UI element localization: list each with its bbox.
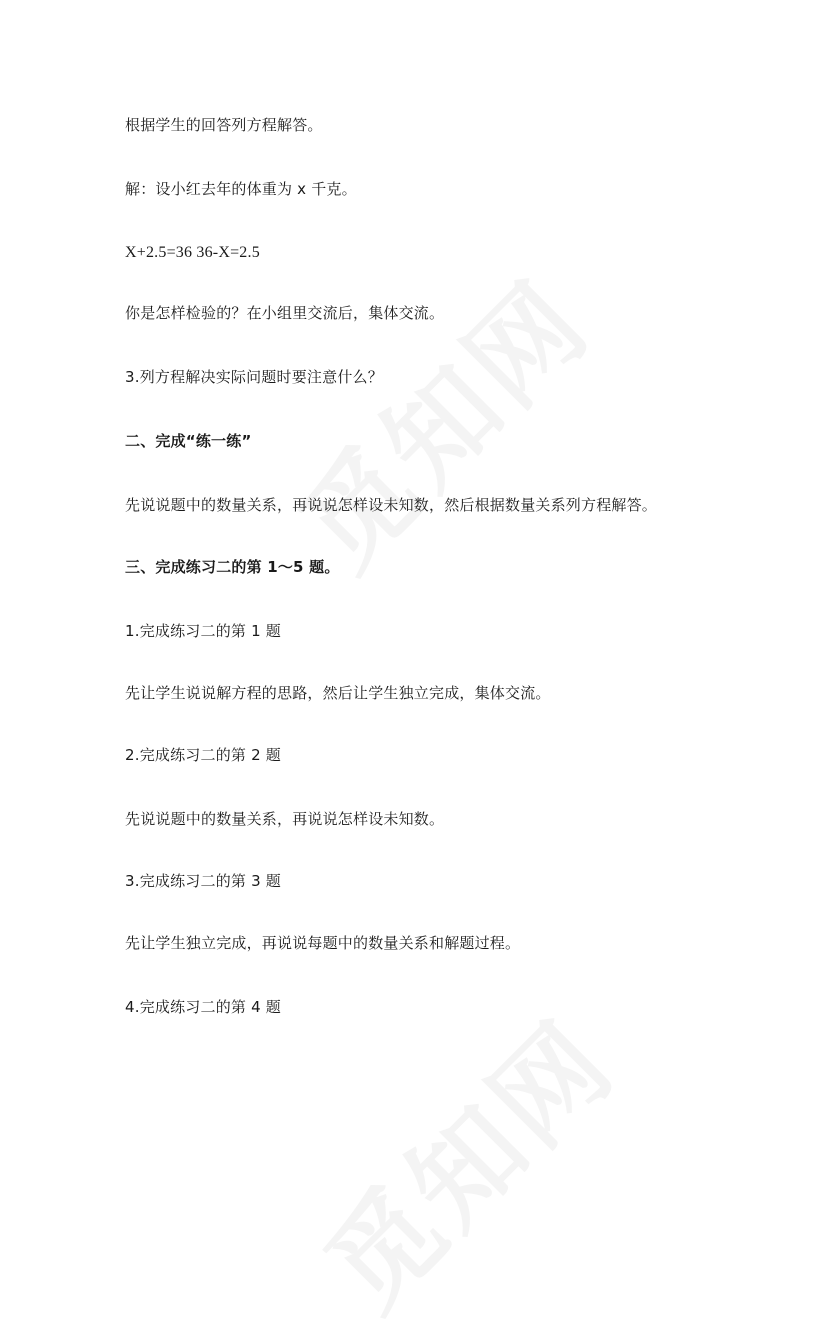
item-heading: 2.完成练习二的第 2 题 [125,746,281,764]
section-heading: 三、完成练习二的第 1～5 题。 [125,558,340,576]
item-heading: 4.完成练习二的第 4 题 [125,998,281,1016]
paragraph: 3.列方程解决实际问题时要注意什么？ [125,368,383,386]
paragraph: 先说说题中的数量关系，再说说怎样设未知数。 [125,810,445,828]
paragraph: 先说说题中的数量关系，再说说怎样设未知数，然后根据数量关系列方程解答。 [125,496,658,514]
paragraph: 解：设小红去年的体重为 x 千克。 [125,180,357,198]
item-heading: 3.完成练习二的第 3 题 [125,872,281,890]
paragraph: 你是怎样检验的？在小组里交流后，集体交流。 [125,304,445,322]
watermark [260,240,618,598]
watermark [285,980,643,1338]
paragraph: 先让学生说说解方程的思路，然后让学生独立完成，集体交流。 [125,684,551,702]
item-heading: 1.完成练习二的第 1 题 [125,622,281,640]
paragraph: 先让学生独立完成，再说说每题中的数量关系和解题过程。 [125,934,521,952]
section-heading: 二、完成“练一练” [125,432,252,450]
equation-line: X+2.5=36 36-X=2.5 [125,244,260,261]
paragraph: 根据学生的回答列方程解答。 [125,116,323,134]
